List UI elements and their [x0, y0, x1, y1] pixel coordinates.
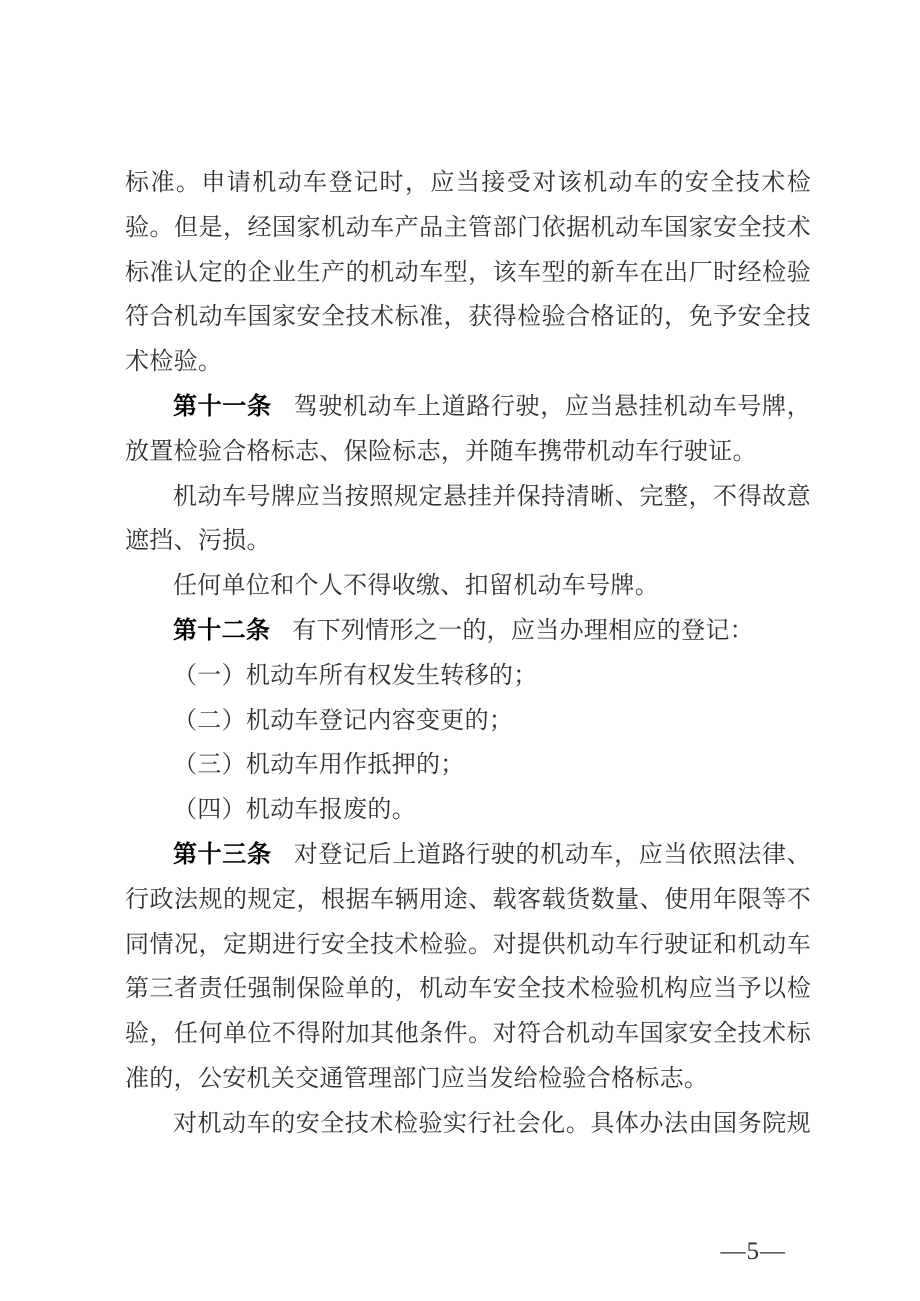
article-text: 有下列情形之一的，应当办理相应的登记：: [292, 617, 754, 644]
law-paragraph-article-12: [125, 609, 811, 654]
article-text: 对登记后上道路行驶的机动车，应当依照法律、行政法规的规定，根据车辆用途、载客载货数量、使用年限等不同情况，定期进行安全技术检验。对提供机动车行驶证和机动车第三者责任强制保险单的，机动车安全技术检验机构应当予以检验，任何单位不得附加其他条件。对符合机动车国家安全技术标准的，公安机关交通管理部门应当发给检验合格标志。: [125, 841, 811, 1092]
law-list-item: （四）机动车报废的。: [173, 797, 416, 824]
law-list-item: （一）机动车所有权发生转移的；: [173, 662, 538, 689]
law-paragraph: 机动车号牌应当按照规定悬挂并保持清晰、完整，不得故意遮挡、污损。: [125, 483, 811, 555]
law-paragraph-article-13: [125, 833, 811, 1102]
page-number: —5—: [720, 1238, 786, 1265]
article-number: 第十一条: [173, 393, 272, 420]
law-paragraph-continuation: 标准。申请机动车登记时，应当接受对该机动车的安全技术检验。但是，经国家机动车产品主管部门依据机动车国家安全技术标准认定的企业生产的机动车型，该车型的新车在出厂时经检验符合机动车国家安全技术标准，获得检验合格证的，免予安全技术检验。: [125, 170, 811, 376]
article-number: 第十三条: [173, 841, 272, 868]
law-list-item: （二）机动车登记内容变更的；: [173, 707, 514, 734]
law-paragraph: 对机动车的安全技术检验实行社会化。具体办法由国务院规: [173, 1110, 811, 1137]
article-text: 驾驶机动车上道路行驶，应当悬挂机动车号牌，放置检验合格标志、保险标志，并随车携带机动车行驶证。: [125, 393, 811, 465]
article-number: 第十二条: [173, 617, 271, 644]
document-text-block: [125, 161, 811, 1147]
law-list-item: （三）机动车用作抵押的；: [173, 752, 465, 779]
law-paragraph: 任何单位和个人不得收缴、扣留机动车号牌。: [173, 573, 659, 600]
law-paragraph-article-11: [125, 385, 811, 475]
